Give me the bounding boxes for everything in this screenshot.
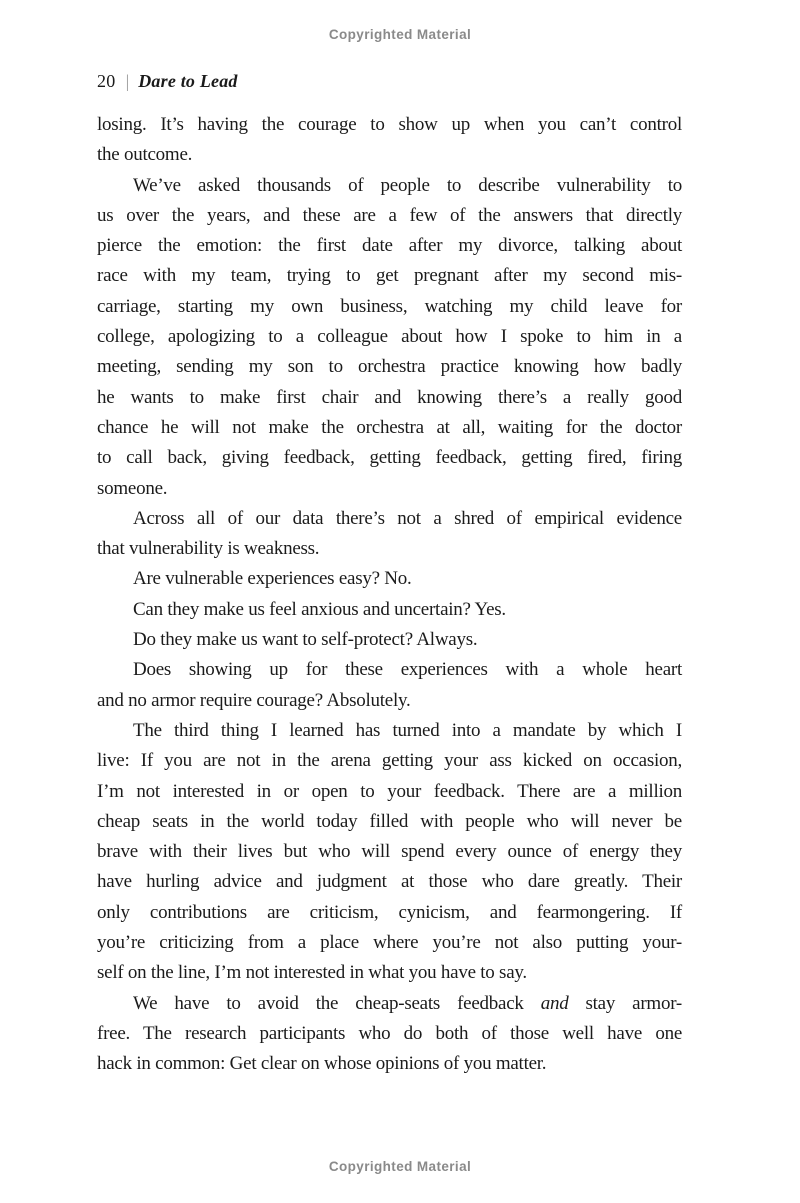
body-line: Does showing up for these experiences with a whole heart <box>133 659 682 681</box>
body-line: cheap seats in the world today filled with people who will never be <box>97 810 682 832</box>
body-line: the outcome. <box>97 144 193 166</box>
body-line: have hurling advice and judgment at those who dare greatly. Their <box>97 871 682 893</box>
body-line: Across all of our data there’s not a shred of empirical evidence <box>133 507 682 529</box>
body-line: someone. <box>97 477 168 499</box>
header-separator: | <box>125 71 130 91</box>
body-line: Are vulnerable experiences easy? No. <box>133 568 412 590</box>
copyright-notice-top: Copyrighted Material <box>328 27 472 42</box>
body-line: Can they make us feel anxious and uncertain? Yes. <box>133 598 506 620</box>
body-line: We’ve asked thousands of people to describe vulnerability to <box>133 174 682 196</box>
body-line: We have to avoid the cheap-seats feedback and stay armor- <box>133 992 682 1014</box>
body-line: hack in common: Get clear on whose opinions of you matter. <box>97 1053 547 1075</box>
body-line: live: If you are not in the arena getting your ass kicked on occasion, <box>97 750 682 772</box>
body-text <box>97 110 682 1080</box>
body-line: to call back, giving feedback, getting feedback, getting fired, firing <box>97 447 682 469</box>
body-line: college, apologizing to a colleague about how I spoke to him in a <box>97 326 682 348</box>
body-line: and no armor require courage? Absolutely. <box>97 689 411 711</box>
body-line: race with my team, trying to get pregnant after my second mis- <box>97 265 682 287</box>
body-line: I’m not interested in or open to your feedback. There are a million <box>97 780 682 802</box>
book-title: Dare to Lead <box>138 71 238 91</box>
body-line: free. The research participants who do both of those well have one <box>97 1022 682 1044</box>
body-line: chance he will not make the orchestra at all, waiting for the doctor <box>97 416 682 438</box>
page-number: 20 <box>97 71 116 91</box>
copyright-notice-bottom: Copyrighted Material <box>328 1159 472 1174</box>
body-line: brave with their lives but who will spend every ounce of energy they <box>97 841 682 863</box>
body-line: you’re criticizing from a place where you’re not also putting your- <box>97 932 682 954</box>
body-line: Do they make us want to self-protect? Always. <box>133 629 478 651</box>
running-header <box>97 71 238 92</box>
body-line: us over the years, and these are a few of the answers that directly <box>97 204 682 226</box>
body-line: he wants to make first chair and knowing there’s a really good <box>97 386 682 408</box>
body-line: The third thing I learned has turned into a mandate by which I <box>133 719 682 741</box>
body-line: only contributions are criticism, cynicism, and fearmongering. If <box>97 901 682 923</box>
body-line: meeting, sending my son to orchestra practice knowing how badly <box>97 356 682 378</box>
body-line: pierce the emotion: the first date after my divorce, talking about <box>97 235 682 257</box>
body-line: losing. It’s having the courage to show up when you can’t control <box>97 114 682 135</box>
body-line: that vulnerability is weakness. <box>97 538 320 560</box>
body-line: self on the line, I’m not interested in what you have to say. <box>97 962 527 984</box>
body-line: carriage, starting my own business, watching my child leave for <box>97 295 682 317</box>
